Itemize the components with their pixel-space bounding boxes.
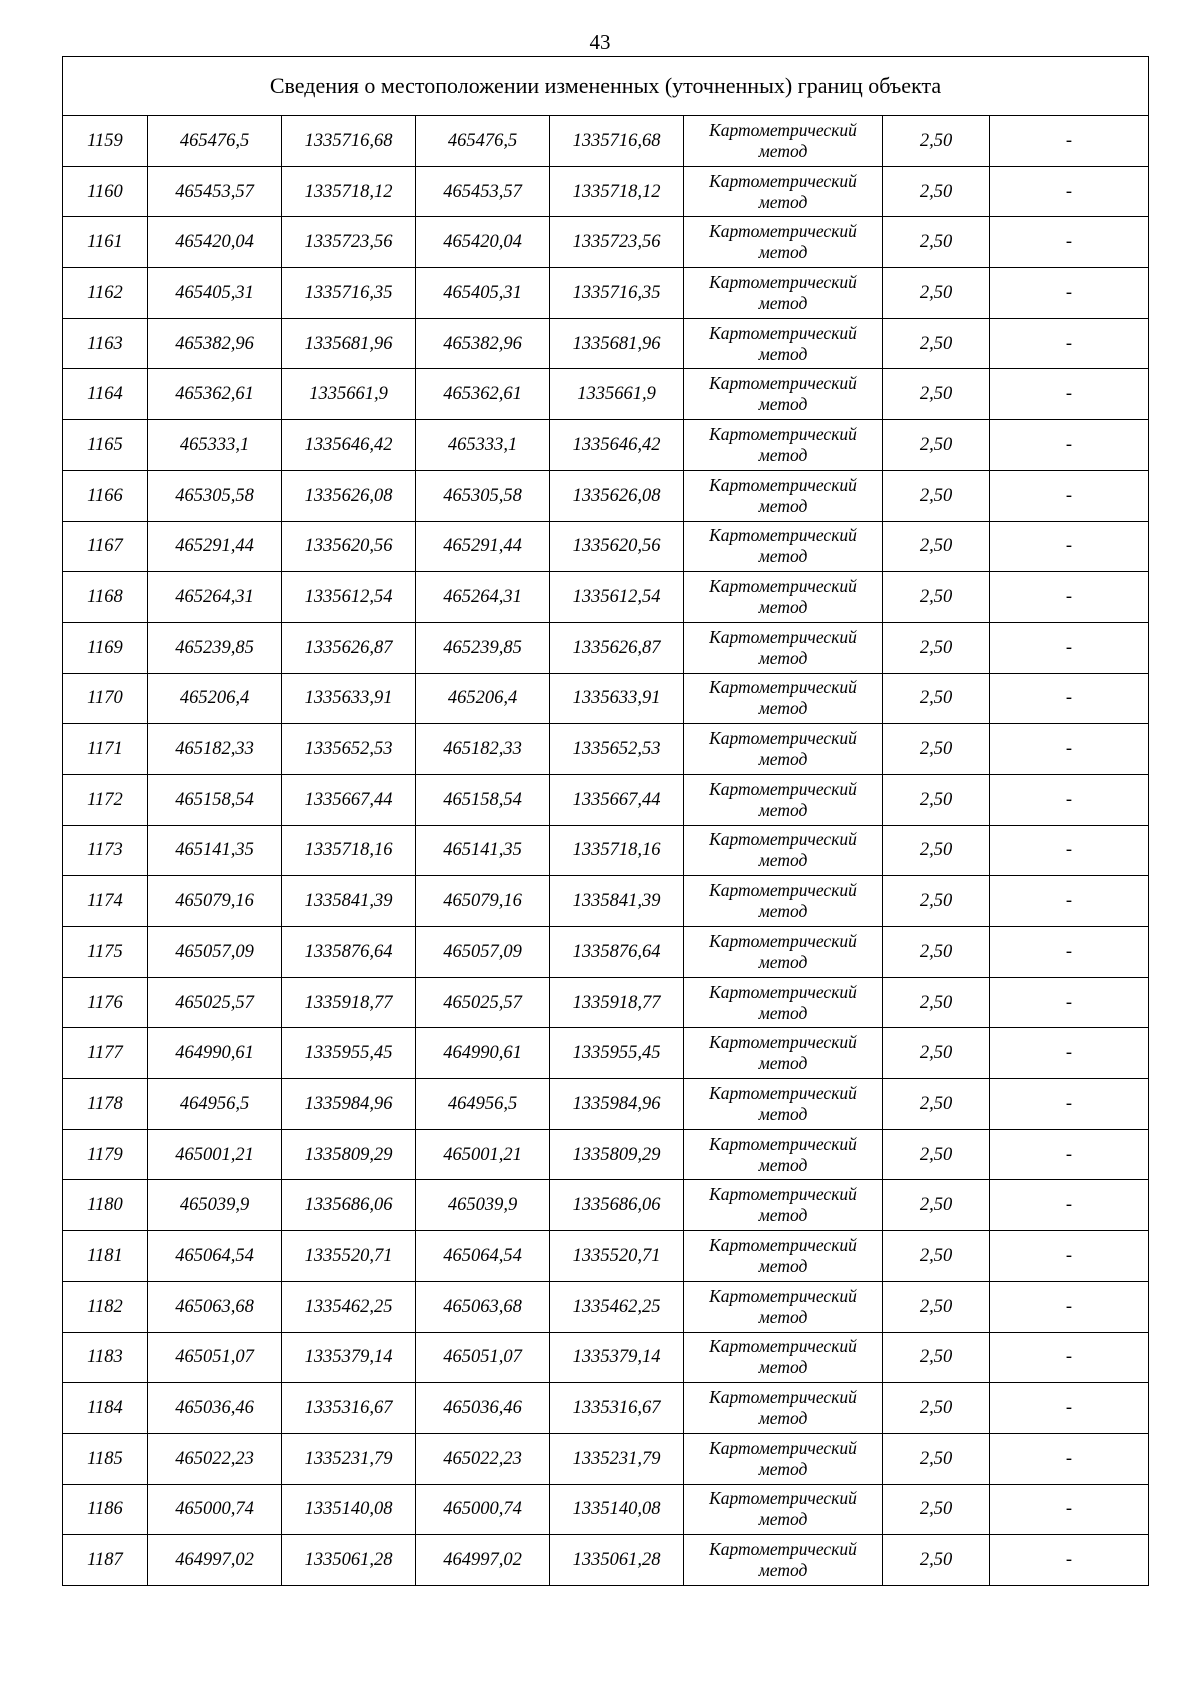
x-existing-cell: 465057,09 [148, 927, 282, 978]
x-existing-cell: 465453,57 [148, 166, 282, 217]
y-new-cell: 1335681,96 [550, 318, 684, 369]
accuracy-cell: 2,50 [883, 1180, 990, 1231]
y-existing-cell: 1335723,56 [282, 217, 416, 268]
y-new-cell: 1335612,54 [550, 572, 684, 623]
y-new-cell: 1335620,56 [550, 521, 684, 572]
x-new-cell: 465158,54 [416, 774, 550, 825]
y-new-cell: 1335633,91 [550, 673, 684, 724]
description-cell: - [990, 166, 1149, 217]
point-number-cell: 1173 [63, 825, 148, 876]
y-existing-cell: 1335646,42 [282, 420, 416, 471]
accuracy-cell: 2,50 [883, 369, 990, 420]
point-number-cell: 1178 [63, 1079, 148, 1130]
description-cell: - [990, 1028, 1149, 1079]
y-existing-cell: 1335686,06 [282, 1180, 416, 1231]
x-new-cell: 465051,07 [416, 1332, 550, 1383]
table-title-row [63, 57, 1149, 116]
point-number-cell: 1187 [63, 1535, 148, 1586]
y-new-cell: 1335061,28 [550, 1535, 684, 1586]
y-new-cell: 1335841,39 [550, 876, 684, 927]
table-row [63, 1231, 1149, 1282]
accuracy-cell: 2,50 [883, 1231, 990, 1282]
y-existing-cell: 1335379,14 [282, 1332, 416, 1383]
x-existing-cell: 465382,96 [148, 318, 282, 369]
point-number-cell: 1185 [63, 1433, 148, 1484]
method-cell: Картометрический метод [684, 470, 883, 521]
table-row [63, 876, 1149, 927]
accuracy-cell: 2,50 [883, 116, 990, 167]
description-cell: - [990, 1433, 1149, 1484]
x-new-cell: 465001,21 [416, 1129, 550, 1180]
y-new-cell: 1335686,06 [550, 1180, 684, 1231]
description-cell: - [990, 572, 1149, 623]
x-existing-cell: 465022,23 [148, 1433, 282, 1484]
x-new-cell: 465057,09 [416, 927, 550, 978]
accuracy-cell: 2,50 [883, 217, 990, 268]
x-new-cell: 465305,58 [416, 470, 550, 521]
x-existing-cell: 465141,35 [148, 825, 282, 876]
point-number-cell: 1169 [63, 622, 148, 673]
point-number-cell: 1171 [63, 724, 148, 775]
table-row [63, 521, 1149, 572]
description-cell: - [990, 1231, 1149, 1282]
table-row [63, 1180, 1149, 1231]
x-new-cell: 465206,4 [416, 673, 550, 724]
accuracy-cell: 2,50 [883, 1535, 990, 1586]
x-new-cell: 464990,61 [416, 1028, 550, 1079]
description-cell: - [990, 673, 1149, 724]
description-cell: - [990, 724, 1149, 775]
table-row [63, 318, 1149, 369]
y-existing-cell: 1335809,29 [282, 1129, 416, 1180]
x-existing-cell: 464956,5 [148, 1079, 282, 1130]
description-cell: - [990, 927, 1149, 978]
y-new-cell: 1335652,53 [550, 724, 684, 775]
method-cell: Картометрический метод [684, 1180, 883, 1231]
point-number-cell: 1168 [63, 572, 148, 623]
y-existing-cell: 1335876,64 [282, 927, 416, 978]
table-row [63, 1129, 1149, 1180]
description-cell: - [990, 1281, 1149, 1332]
y-new-cell: 1335918,77 [550, 977, 684, 1028]
x-existing-cell: 465000,74 [148, 1484, 282, 1535]
y-new-cell: 1335667,44 [550, 774, 684, 825]
accuracy-cell: 2,50 [883, 268, 990, 319]
y-new-cell: 1335718,12 [550, 166, 684, 217]
y-new-cell: 1335462,25 [550, 1281, 684, 1332]
accuracy-cell: 2,50 [883, 876, 990, 927]
y-existing-cell: 1335667,44 [282, 774, 416, 825]
description-cell: - [990, 318, 1149, 369]
method-cell: Картометрический метод [684, 673, 883, 724]
accuracy-cell: 2,50 [883, 470, 990, 521]
table-row [63, 420, 1149, 471]
method-cell: Картометрический метод [684, 1484, 883, 1535]
point-number-cell: 1162 [63, 268, 148, 319]
accuracy-cell: 2,50 [883, 927, 990, 978]
table-row [63, 166, 1149, 217]
description-cell: - [990, 470, 1149, 521]
y-new-cell: 1335984,96 [550, 1079, 684, 1130]
table-row [63, 673, 1149, 724]
x-new-cell: 465291,44 [416, 521, 550, 572]
accuracy-cell: 2,50 [883, 1079, 990, 1130]
method-cell: Картометрический метод [684, 217, 883, 268]
y-new-cell: 1335955,45 [550, 1028, 684, 1079]
method-cell: Картометрический метод [684, 1535, 883, 1586]
accuracy-cell: 2,50 [883, 572, 990, 623]
y-existing-cell: 1335716,68 [282, 116, 416, 167]
boundary-coordinates-table [62, 56, 1149, 1586]
table-row [63, 268, 1149, 319]
page-number: 43 [589, 30, 611, 54]
x-existing-cell: 465079,16 [148, 876, 282, 927]
y-new-cell: 1335718,16 [550, 825, 684, 876]
x-new-cell: 465182,33 [416, 724, 550, 775]
point-number-cell: 1179 [63, 1129, 148, 1180]
method-cell: Картометрический метод [684, 927, 883, 978]
method-cell: Картометрический метод [684, 369, 883, 420]
x-existing-cell: 465239,85 [148, 622, 282, 673]
accuracy-cell: 2,50 [883, 521, 990, 572]
method-cell: Картометрический метод [684, 318, 883, 369]
y-new-cell: 1335661,9 [550, 369, 684, 420]
y-new-cell: 1335231,79 [550, 1433, 684, 1484]
point-number-cell: 1163 [63, 318, 148, 369]
x-existing-cell: 464997,02 [148, 1535, 282, 1586]
method-cell: Картометрический метод [684, 1332, 883, 1383]
y-existing-cell: 1335955,45 [282, 1028, 416, 1079]
x-new-cell: 465000,74 [416, 1484, 550, 1535]
method-cell: Картометрический метод [684, 825, 883, 876]
x-new-cell: 465264,31 [416, 572, 550, 623]
x-existing-cell: 465305,58 [148, 470, 282, 521]
accuracy-cell: 2,50 [883, 724, 990, 775]
table-row [63, 977, 1149, 1028]
point-number-cell: 1172 [63, 774, 148, 825]
description-cell: - [990, 521, 1149, 572]
accuracy-cell: 2,50 [883, 1332, 990, 1383]
point-number-cell: 1177 [63, 1028, 148, 1079]
x-existing-cell: 465025,57 [148, 977, 282, 1028]
point-number-cell: 1176 [63, 977, 148, 1028]
method-cell: Картометрический метод [684, 876, 883, 927]
accuracy-cell: 2,50 [883, 1129, 990, 1180]
accuracy-cell: 2,50 [883, 673, 990, 724]
y-existing-cell: 1335626,87 [282, 622, 416, 673]
y-existing-cell: 1335316,67 [282, 1383, 416, 1434]
method-cell: Картометрический метод [684, 116, 883, 167]
method-cell: Картометрический метод [684, 724, 883, 775]
point-number-cell: 1159 [63, 116, 148, 167]
description-cell: - [990, 217, 1149, 268]
y-existing-cell: 1335620,56 [282, 521, 416, 572]
y-new-cell: 1335316,67 [550, 1383, 684, 1434]
method-cell: Картометрический метод [684, 622, 883, 673]
table-row [63, 572, 1149, 623]
description-cell: - [990, 1484, 1149, 1535]
y-existing-cell: 1335140,08 [282, 1484, 416, 1535]
description-cell: - [990, 977, 1149, 1028]
method-cell: Картометрический метод [684, 572, 883, 623]
point-number-cell: 1182 [63, 1281, 148, 1332]
x-new-cell: 465405,31 [416, 268, 550, 319]
table-row [63, 927, 1149, 978]
method-cell: Картометрический метод [684, 1079, 883, 1130]
method-cell: Картометрический метод [684, 774, 883, 825]
accuracy-cell: 2,50 [883, 166, 990, 217]
x-existing-cell: 465405,31 [148, 268, 282, 319]
x-new-cell: 465382,96 [416, 318, 550, 369]
point-number-cell: 1161 [63, 217, 148, 268]
description-cell: - [990, 268, 1149, 319]
y-existing-cell: 1335716,35 [282, 268, 416, 319]
table-row [63, 1383, 1149, 1434]
method-cell: Картометрический метод [684, 1231, 883, 1282]
y-existing-cell: 1335984,96 [282, 1079, 416, 1130]
x-new-cell: 465141,35 [416, 825, 550, 876]
description-cell: - [990, 1129, 1149, 1180]
x-new-cell: 465064,54 [416, 1231, 550, 1282]
x-new-cell: 465239,85 [416, 622, 550, 673]
y-existing-cell: 1335652,53 [282, 724, 416, 775]
x-new-cell: 464997,02 [416, 1535, 550, 1586]
x-new-cell: 465025,57 [416, 977, 550, 1028]
x-new-cell: 465022,23 [416, 1433, 550, 1484]
point-number-cell: 1174 [63, 876, 148, 927]
x-new-cell: 465420,04 [416, 217, 550, 268]
x-existing-cell: 465158,54 [148, 774, 282, 825]
accuracy-cell: 2,50 [883, 1383, 990, 1434]
table-row [63, 724, 1149, 775]
method-cell: Картометрический метод [684, 420, 883, 471]
table-row [63, 1433, 1149, 1484]
description-cell: - [990, 1383, 1149, 1434]
y-existing-cell: 1335918,77 [282, 977, 416, 1028]
point-number-cell: 1166 [63, 470, 148, 521]
point-number-cell: 1160 [63, 166, 148, 217]
point-number-cell: 1181 [63, 1231, 148, 1282]
y-new-cell: 1335626,08 [550, 470, 684, 521]
table-row [63, 1079, 1149, 1130]
x-new-cell: 465039,9 [416, 1180, 550, 1231]
method-cell: Картометрический метод [684, 166, 883, 217]
y-existing-cell: 1335661,9 [282, 369, 416, 420]
description-cell: - [990, 420, 1149, 471]
point-number-cell: 1175 [63, 927, 148, 978]
y-existing-cell: 1335061,28 [282, 1535, 416, 1586]
table-row [63, 217, 1149, 268]
y-new-cell: 1335723,56 [550, 217, 684, 268]
accuracy-cell: 2,50 [883, 977, 990, 1028]
y-existing-cell: 1335231,79 [282, 1433, 416, 1484]
table-row [63, 825, 1149, 876]
accuracy-cell: 2,50 [883, 1433, 990, 1484]
table-body [63, 57, 1149, 1586]
description-cell: - [990, 1535, 1149, 1586]
x-existing-cell: 465264,31 [148, 572, 282, 623]
method-cell: Картометрический метод [684, 1028, 883, 1079]
x-new-cell: 465476,5 [416, 116, 550, 167]
point-number-cell: 1180 [63, 1180, 148, 1231]
point-number-cell: 1183 [63, 1332, 148, 1383]
table-row [63, 1484, 1149, 1535]
description-cell: - [990, 116, 1149, 167]
y-new-cell: 1335646,42 [550, 420, 684, 471]
x-existing-cell: 465206,4 [148, 673, 282, 724]
x-existing-cell: 465291,44 [148, 521, 282, 572]
accuracy-cell: 2,50 [883, 318, 990, 369]
x-existing-cell: 465333,1 [148, 420, 282, 471]
method-cell: Картометрический метод [684, 1281, 883, 1332]
method-cell: Картометрический метод [684, 268, 883, 319]
x-existing-cell: 465063,68 [148, 1281, 282, 1332]
x-new-cell: 465063,68 [416, 1281, 550, 1332]
accuracy-cell: 2,50 [883, 420, 990, 471]
method-cell: Картометрический метод [684, 521, 883, 572]
y-new-cell: 1335716,68 [550, 116, 684, 167]
x-new-cell: 465453,57 [416, 166, 550, 217]
description-cell: - [990, 825, 1149, 876]
y-new-cell: 1335626,87 [550, 622, 684, 673]
y-existing-cell: 1335626,08 [282, 470, 416, 521]
x-existing-cell: 465051,07 [148, 1332, 282, 1383]
description-cell: - [990, 1079, 1149, 1130]
y-existing-cell: 1335841,39 [282, 876, 416, 927]
point-number-cell: 1167 [63, 521, 148, 572]
table-row [63, 1332, 1149, 1383]
x-existing-cell: 465420,04 [148, 217, 282, 268]
point-number-cell: 1164 [63, 369, 148, 420]
y-existing-cell: 1335520,71 [282, 1231, 416, 1282]
description-cell: - [990, 774, 1149, 825]
y-new-cell: 1335876,64 [550, 927, 684, 978]
accuracy-cell: 2,50 [883, 622, 990, 673]
table-row [63, 116, 1149, 167]
table-row [63, 774, 1149, 825]
point-number-cell: 1184 [63, 1383, 148, 1434]
point-number-cell: 1170 [63, 673, 148, 724]
description-cell: - [990, 622, 1149, 673]
table-row [63, 470, 1149, 521]
x-existing-cell: 465064,54 [148, 1231, 282, 1282]
x-existing-cell: 465039,9 [148, 1180, 282, 1231]
x-existing-cell: 464990,61 [148, 1028, 282, 1079]
y-new-cell: 1335809,29 [550, 1129, 684, 1180]
description-cell: - [990, 876, 1149, 927]
y-existing-cell: 1335612,54 [282, 572, 416, 623]
accuracy-cell: 2,50 [883, 1028, 990, 1079]
accuracy-cell: 2,50 [883, 1281, 990, 1332]
table-row [63, 369, 1149, 420]
x-new-cell: 464956,5 [416, 1079, 550, 1130]
y-existing-cell: 1335681,96 [282, 318, 416, 369]
x-existing-cell: 465036,46 [148, 1383, 282, 1434]
point-number-cell: 1165 [63, 420, 148, 471]
y-existing-cell: 1335718,16 [282, 825, 416, 876]
y-existing-cell: 1335633,91 [282, 673, 416, 724]
description-cell: - [990, 1180, 1149, 1231]
table-row [63, 622, 1149, 673]
y-existing-cell: 1335462,25 [282, 1281, 416, 1332]
method-cell: Картометрический метод [684, 977, 883, 1028]
x-new-cell: 465362,61 [416, 369, 550, 420]
table-row [63, 1535, 1149, 1586]
description-cell: - [990, 369, 1149, 420]
point-number-cell: 1186 [63, 1484, 148, 1535]
method-cell: Картометрический метод [684, 1433, 883, 1484]
y-existing-cell: 1335718,12 [282, 166, 416, 217]
accuracy-cell: 2,50 [883, 825, 990, 876]
table-row [63, 1028, 1149, 1079]
x-new-cell: 465036,46 [416, 1383, 550, 1434]
accuracy-cell: 2,50 [883, 774, 990, 825]
method-cell: Картометрический метод [684, 1383, 883, 1434]
y-new-cell: 1335520,71 [550, 1231, 684, 1282]
y-new-cell: 1335140,08 [550, 1484, 684, 1535]
x-existing-cell: 465001,21 [148, 1129, 282, 1180]
x-new-cell: 465079,16 [416, 876, 550, 927]
accuracy-cell: 2,50 [883, 1484, 990, 1535]
x-new-cell: 465333,1 [416, 420, 550, 471]
table-row [63, 1281, 1149, 1332]
x-existing-cell: 465362,61 [148, 369, 282, 420]
y-new-cell: 1335716,35 [550, 268, 684, 319]
method-cell: Картометрический метод [684, 1129, 883, 1180]
y-new-cell: 1335379,14 [550, 1332, 684, 1383]
x-existing-cell: 465182,33 [148, 724, 282, 775]
description-cell: - [990, 1332, 1149, 1383]
table-title: Сведения о местоположении измененных (уточненных) границ объекта [63, 57, 1149, 116]
x-existing-cell: 465476,5 [148, 116, 282, 167]
